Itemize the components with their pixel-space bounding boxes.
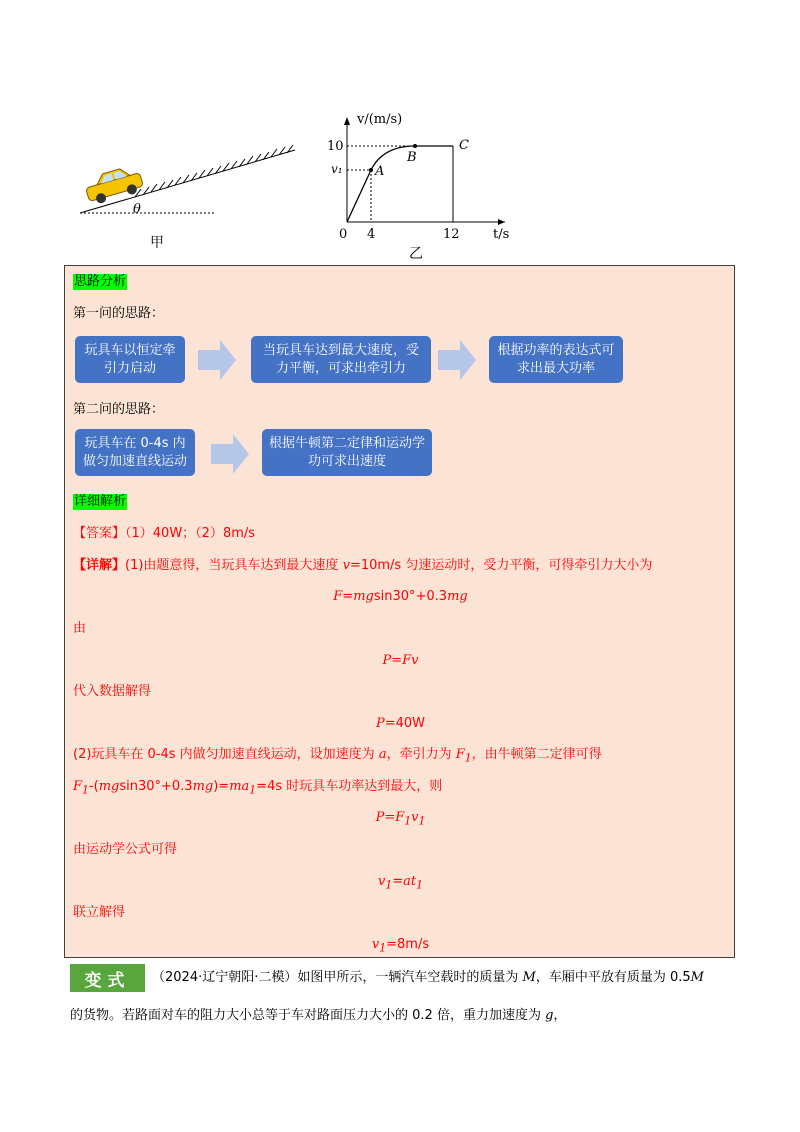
eq6-v: v <box>377 874 386 889</box>
variant-text1: 如图甲所示，一辆汽车空载时的质量为 <box>297 970 523 985</box>
figure-jia-caption: 甲 <box>150 235 164 251</box>
analysis-box <box>64 265 735 958</box>
y-tick-10: 10 <box>327 139 344 154</box>
figure-yi-vt-graph <box>325 105 525 260</box>
q1-heading: 第一问的思路： <box>73 306 165 321</box>
velocity-curve <box>347 146 453 222</box>
variant-line2-a: 的货物。若路面对车的阻力大小总等于车对路面压力大小的 0.2 倍，重力加速度为 <box>70 1008 546 1023</box>
q2-post: ，由牛顿第二定律可得 <box>471 747 602 762</box>
variant-line-1 <box>152 970 704 986</box>
eq4-a: -( <box>88 779 99 794</box>
text-daiyu: 代入数据解得 <box>73 684 152 699</box>
eq4-ma: ma <box>229 779 250 794</box>
eq1-mid: sin30°+0.3 <box>373 589 448 604</box>
eq6-eq: = <box>392 874 404 889</box>
variant-line-2 <box>70 1008 566 1024</box>
point-a-label: A <box>375 164 385 179</box>
eq7-val: =8m/s <box>386 937 430 952</box>
text-you: 由 <box>73 621 87 636</box>
flow-q2-step1: 玩具车在 0-4s 内做匀加速直线运动 <box>75 429 195 476</box>
equation-5 <box>65 810 736 830</box>
answer-text: （1）40W；（2）8m/s <box>125 526 256 541</box>
q2-heading: 第二问的思路： <box>73 402 165 417</box>
x-axis-label: t/s <box>493 227 510 242</box>
text-yunxue: 由运动学公式可得 <box>73 842 178 857</box>
q2-F: F <box>455 747 465 762</box>
equation-1 <box>65 589 736 605</box>
eq6-sub: 1 <box>385 878 393 892</box>
detail-v: v <box>342 558 350 573</box>
flow-q1-step3: 根据功率的表达式可求出最大功率 <box>489 336 623 383</box>
eq7-sub: 1 <box>379 941 387 955</box>
detail-text-post: =10m/s 匀速运动时，受力平衡，可得牵引力大小为 <box>349 558 653 573</box>
origin-label: 0 <box>339 227 348 242</box>
point-b-dot <box>413 144 417 148</box>
eq1-mg: mg <box>353 589 374 604</box>
flow-q1-step1: 玩具车以恒定牵引力启动 <box>75 336 185 383</box>
eq1-F: F <box>333 589 343 604</box>
eq4-F: F <box>73 779 83 794</box>
eq5-v: v <box>411 810 419 825</box>
y-axis-label: v/(m/s) <box>357 112 403 127</box>
point-c-label: C <box>459 138 469 153</box>
equation-3 <box>65 716 736 732</box>
eq4-sub: 1 <box>82 783 89 797</box>
tag-silu: 思路分析 <box>74 274 127 289</box>
flow-q2-step2: 根据牛顿第二定律和运动学功可求出速度 <box>262 429 432 476</box>
q2-sub: 1 <box>464 751 472 765</box>
eq5-sub: 1 <box>404 814 412 828</box>
eq1-mg2: mg <box>447 589 468 604</box>
theta-label: θ <box>133 202 141 217</box>
variant-g: g <box>545 1008 554 1023</box>
text-lianli: 联立解得 <box>73 905 126 920</box>
eq1-eq: = <box>342 589 354 604</box>
q2-line <box>73 747 602 767</box>
tag-detail: 详细解析 <box>74 494 127 509</box>
equation-6 <box>65 874 736 894</box>
flow-arrow-2 <box>438 338 478 382</box>
variant-badge: 变式 <box>70 964 145 992</box>
figure-yi-caption: 乙 <box>409 246 423 260</box>
point-a-dot <box>369 168 373 172</box>
x-tick-12: 12 <box>443 227 460 242</box>
variant-M2: M <box>690 970 704 985</box>
eq4-b: sin30°+0.3 <box>119 779 193 794</box>
equation-4 <box>73 779 442 799</box>
eq4-mg: mg <box>98 779 120 794</box>
variant-line2-b: ， <box>553 1008 567 1023</box>
variant-text2: ，车厢中平放有质量为 0.5 <box>535 970 691 985</box>
answer-line <box>73 526 255 542</box>
detail-label: 【详解】 <box>73 558 126 573</box>
q2-pre: (2)玩具车在 0-4s 内做匀加速直线运动，设加速度为 <box>73 747 379 762</box>
eq3-P: P <box>375 716 385 731</box>
eq6-sub2: 1 <box>416 878 424 892</box>
eq4-d: =4s 时玩具车功率达到最大，则 <box>256 779 443 794</box>
eq4-c: )= <box>213 779 230 794</box>
x-tick-4: 4 <box>367 227 376 242</box>
eq4-sub2: 1 <box>249 783 257 797</box>
answer-label: 【答案】 <box>73 526 126 541</box>
flow-q1-step2: 当玩具车达到最大速度，受力平衡，可求出牵引力 <box>251 336 431 383</box>
eq3-val: =40W <box>384 716 426 731</box>
detail-text-pre: (1)由题意得，当玩具车达到最大速度 <box>125 558 343 573</box>
equation-2: P=Fv <box>382 653 419 668</box>
eq5-PF: P=F <box>375 810 405 825</box>
figure-jia <box>75 135 305 255</box>
q2-a: a <box>378 747 387 762</box>
flow-arrow-1 <box>198 338 238 382</box>
eq4-mg2: mg <box>192 779 214 794</box>
variant-M1: M <box>522 970 536 985</box>
detail-line-1 <box>73 558 652 574</box>
point-b-label: B <box>407 150 417 165</box>
eq6-at: at <box>403 874 417 889</box>
q2-mid: ，牵引力为 <box>386 747 456 762</box>
flow-arrow-3 <box>211 432 251 476</box>
variant-source: （2024·辽宁朝阳·二模） <box>152 970 298 985</box>
eq5-sub2: 1 <box>418 814 426 828</box>
equation-7 <box>65 937 736 957</box>
y-tick-v1: v₁ <box>331 162 343 176</box>
eq7-v: v <box>371 937 380 952</box>
